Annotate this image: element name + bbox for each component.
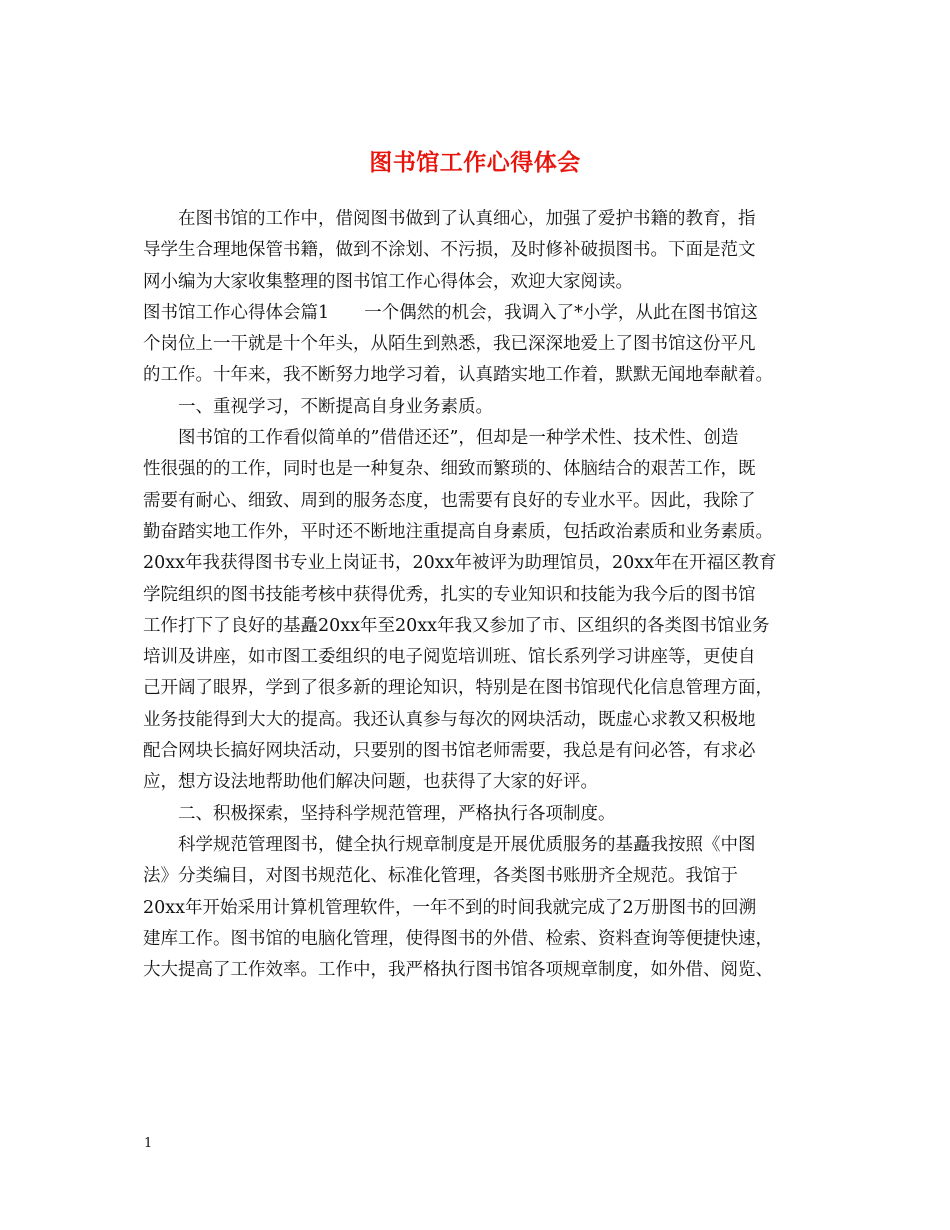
- body-line: 20xx年开始采用计算机管理软件，一年不到的时间我就完成了2万册图书的回溯: [143, 897, 757, 918]
- body-line: 导学生合理地保管书籍，做到不涂划、不污损，及时修补破损图书。下面是范文: [143, 240, 756, 261]
- body-line: 工作打下了良好的基矗20xx年至20xx年我又参加了市、区组织的各类图书馆业务: [143, 615, 770, 636]
- body-line: 大大提高了工作效率。工作中，我严格执行图书馆各项规章制度，如外借、阅览、: [143, 960, 773, 981]
- body-line: 培训及讲座，如市图工委组织的电子阅览培训班、馆长系列学习讲座等，更使自: [143, 647, 756, 668]
- body-line: 学院组织的图书技能考核中获得优秀，扎实的专业知识和技能为我今后的图书馆: [143, 584, 756, 605]
- body-line: 应，想方设法地帮助他们解决问题，也获得了大家的好评。: [143, 772, 598, 793]
- body-line: 建库工作。图书馆的电脑化管理，使得图书的外借、检索、资料查询等便捷快速，: [143, 928, 773, 949]
- body-line: 的工作。十年来，我不断努力地学习着，认真踏实地工作着，默默无闻地奉献着。: [143, 365, 773, 386]
- document-body: [143, 204, 820, 986]
- body-line: 法》分类编目，对图书规范化、标准化管理，各类图书账册齐全规范。我馆于: [143, 866, 738, 887]
- body-line: 在图书馆的工作中，借阅图书做到了认真细心，加强了爱护书籍的教育，指: [178, 209, 756, 229]
- body-line: 图书馆工作心得体会篇1 一个偶然的机会，我调入了*小学，从此在图书馆这: [143, 302, 758, 323]
- body-line: 勤奋踏实地工作外，平时还不断地注重提高自身素质，包括政治素质和业务素质。: [143, 521, 773, 542]
- body-line: 业务技能得到大大的提高。我还认真参与每次的网块活动，既虚心求教又积极地: [143, 709, 756, 730]
- document-title: 图书馆工作心得体会: [369, 149, 581, 177]
- body-line: 性很强的的工作，同时也是一种复杂、细致而繁琐的、体脑结合的艰苦工作，既: [143, 459, 756, 480]
- body-line: 己开阔了眼界，学到了很多新的理论知识，特别是在图书馆现代化信息管理方面，: [143, 678, 773, 699]
- section-heading: 一、重视学习，不断提高自身业务素质。: [178, 396, 493, 417]
- page-number: 1: [144, 1136, 153, 1151]
- body-line: 需要有耐心、细致、周到的服务态度，也需要有良好的专业水平。因此，我除了: [143, 490, 756, 511]
- body-line: 20xx年我获得图书专业上岗证书，20xx年被评为助理馆员，20xx年在开福区教育: [143, 553, 777, 574]
- body-line: 个岗位上一干就是十个年头，从陌生到熟悉，我已深深地爱上了图书馆这份平凡: [143, 334, 756, 355]
- section-heading: 二、积极探索，坚持科学规范管理，严格执行各项制度。: [178, 803, 616, 824]
- body-line: 科学规范管理图书，健全执行规章制度是开展优质服务的基矗我按照《中图: [178, 834, 756, 855]
- body-line: 图书馆的工作看似简单的”借借还还”，但却是一种学术性、技术性、创造: [178, 428, 739, 449]
- body-line: 网小编为大家收集整理的图书馆工作心得体会，欢迎大家阅读。: [143, 271, 633, 292]
- body-line: 配合网块长搞好网块活动，只要别的图书馆老师需要，我总是有问必答，有求必: [143, 741, 756, 762]
